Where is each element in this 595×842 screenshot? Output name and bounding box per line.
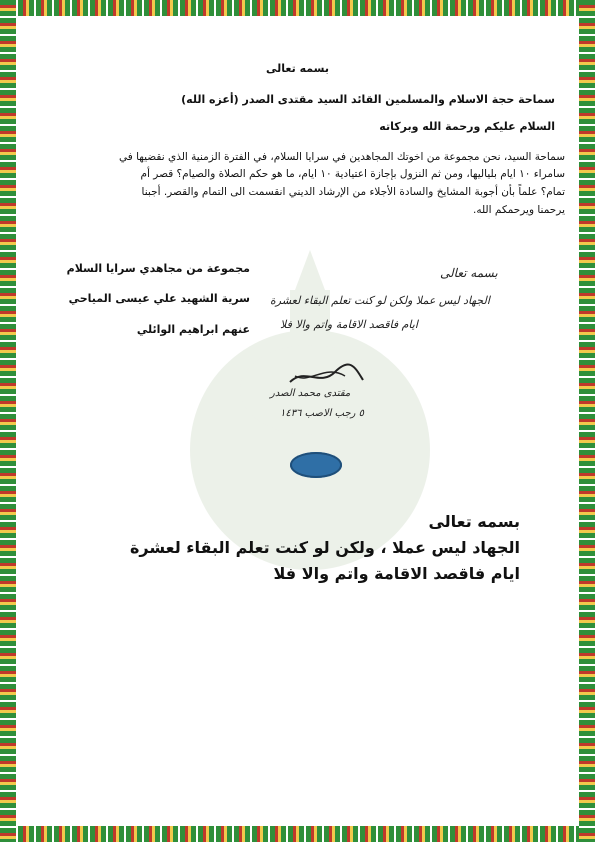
addressee-line: سماحة حجة الاسلام والمسلمين القائد السيد مقتدى الصدر (أعزه الله) bbox=[181, 93, 555, 106]
handwritten-reply-line: ايام فاقصد الاقامة واتم والا فلا bbox=[280, 318, 418, 331]
greeting-line: السلام عليكم ورحمة الله وبركاته bbox=[379, 120, 555, 133]
handwritten-reply-line: الجهاد ليس عملا ولكن لو كنت تعلم البقاء لعشرة bbox=[270, 294, 490, 307]
question-line: سماحة السيد، نحن مجموعة من اخوتك المجاهدين في سرايا السلام، في الفترة الزمنية الذي نقضيها في bbox=[118, 151, 565, 163]
decorative-border-left bbox=[0, 0, 16, 842]
question-line: سامراء ١٠ ايام بلياليها، ومن ثم النزول بإجازة اعتيادية ١٠ ايام، ما هو حكم الصلاة والصيام؟ قصر أم bbox=[140, 168, 565, 180]
typed-reply-title: بسمه تعالى bbox=[428, 512, 520, 531]
sender-representative: عنهم ابراهيم الوائلي bbox=[136, 323, 250, 336]
official-seal-icon bbox=[290, 452, 342, 478]
decorative-border-bottom bbox=[0, 826, 595, 842]
signature-date: ٥ رجب الاصب ١٤٣٦ bbox=[280, 408, 365, 419]
question-line: يرحمنا ويرحمكم الله. bbox=[472, 204, 565, 216]
handwritten-title: بسمه تعالى bbox=[440, 266, 498, 280]
typed-reply-line: الجهاد ليس عملا ، ولكن لو كنت تعلم البقاء لعشرة bbox=[129, 538, 520, 557]
decorative-border-top bbox=[0, 0, 595, 16]
sender-unit: سرية الشهيد علي عيسى المياحي bbox=[68, 292, 250, 305]
document-title: بسمه تعالى bbox=[266, 62, 329, 75]
signature-scribble-icon bbox=[285, 362, 365, 388]
signature-name: مقتدى محمد الصدر bbox=[270, 388, 351, 399]
sender-group: مجموعة من مجاهدي سرايا السلام bbox=[66, 262, 250, 275]
typed-reply-line: ايام فاقصد الاقامة واتم والا فلا bbox=[273, 564, 520, 583]
decorative-border-right bbox=[579, 0, 595, 842]
question-line: تمام؟ علماً بأن أجوبة المشايخ والسادة الأجلاء من الإرشاد الديني انقسمت الى التمام والقصر. أجبنا bbox=[141, 186, 565, 198]
